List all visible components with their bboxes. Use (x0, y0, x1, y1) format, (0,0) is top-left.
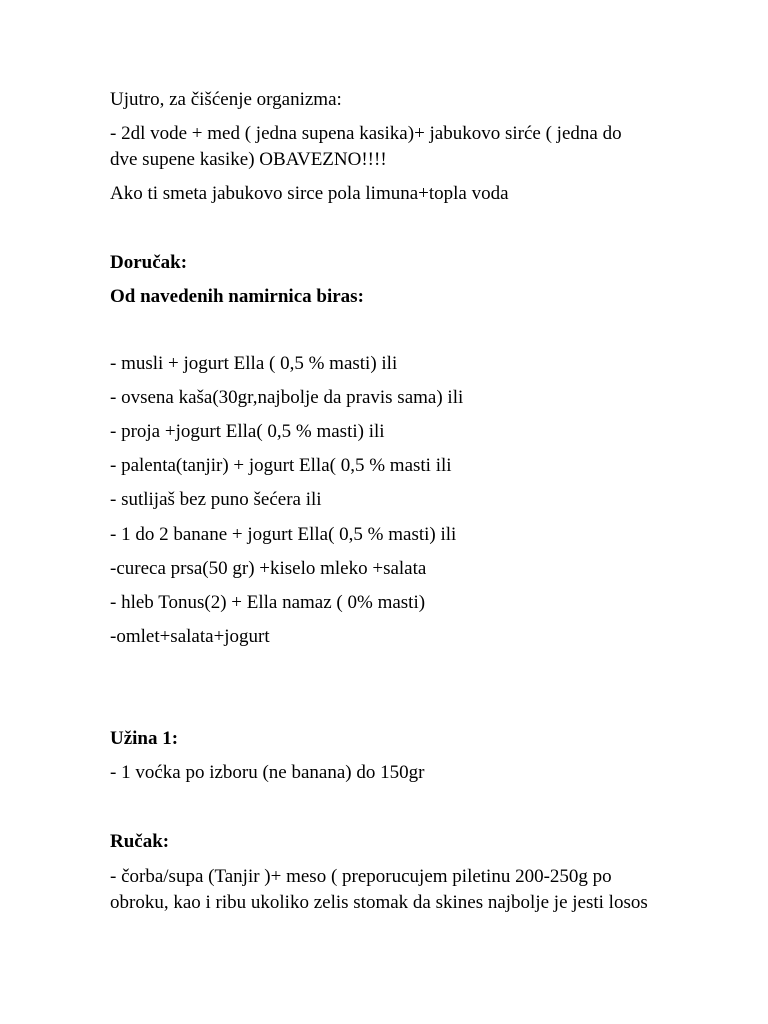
breakfast-item: - hleb Tonus(2) + Ella namaz ( 0% masti) (110, 592, 426, 613)
breakfast-item: - 1 do 2 banane + jogurt Ella( 0,5 % masti) ili (110, 524, 457, 545)
intro-drink-line-2: dve supene kasike) OBAVEZNO!!!! (110, 149, 387, 170)
breakfast-subheading: Od navedenih namirnica biras: (110, 286, 364, 307)
breakfast-item: - ovsena kaša(30gr,najbolje da pravis sama) ili (110, 387, 464, 408)
intro-alternative: Ako ti smeta jabukovo sirce pola limuna+topla voda (110, 183, 509, 204)
breakfast-item: - sutlijaš bez puno šećera ili (110, 489, 322, 510)
intro-heading: Ujutro, za čišćenje organizma: (110, 89, 342, 110)
snack1-item: - 1 voćka po izboru (ne banana) do 150gr (110, 762, 425, 783)
breakfast-item: -omlet+salata+jogurt (110, 626, 270, 647)
breakfast-heading: Doručak: (110, 252, 188, 273)
snack1-heading: Užina 1: (110, 728, 179, 749)
lunch-heading: Ručak: (110, 831, 170, 852)
intro-drink-line-1: - 2dl vode + med ( jedna supena kasika)+ jabukovo sirće ( jedna do (110, 123, 622, 144)
breakfast-item: - palenta(tanjir) + jogurt Ella( 0,5 % masti ili (110, 455, 452, 476)
lunch-item-line-1: - čorba/supa (Tanjir )+ meso ( preporucujem piletinu 200-250g po (110, 866, 612, 887)
lunch-item-line-2: obroku, kao i ribu ukoliko zelis stomak da skines najbolje je jesti losos (110, 892, 648, 913)
breakfast-item: - musli + jogurt Ella ( 0,5 % masti) ili (110, 353, 398, 374)
breakfast-item: - proja +jogurt Ella( 0,5 % masti) ili (110, 421, 385, 442)
breakfast-item: -cureca prsa(50 gr) +kiselo mleko +salata (110, 558, 427, 579)
